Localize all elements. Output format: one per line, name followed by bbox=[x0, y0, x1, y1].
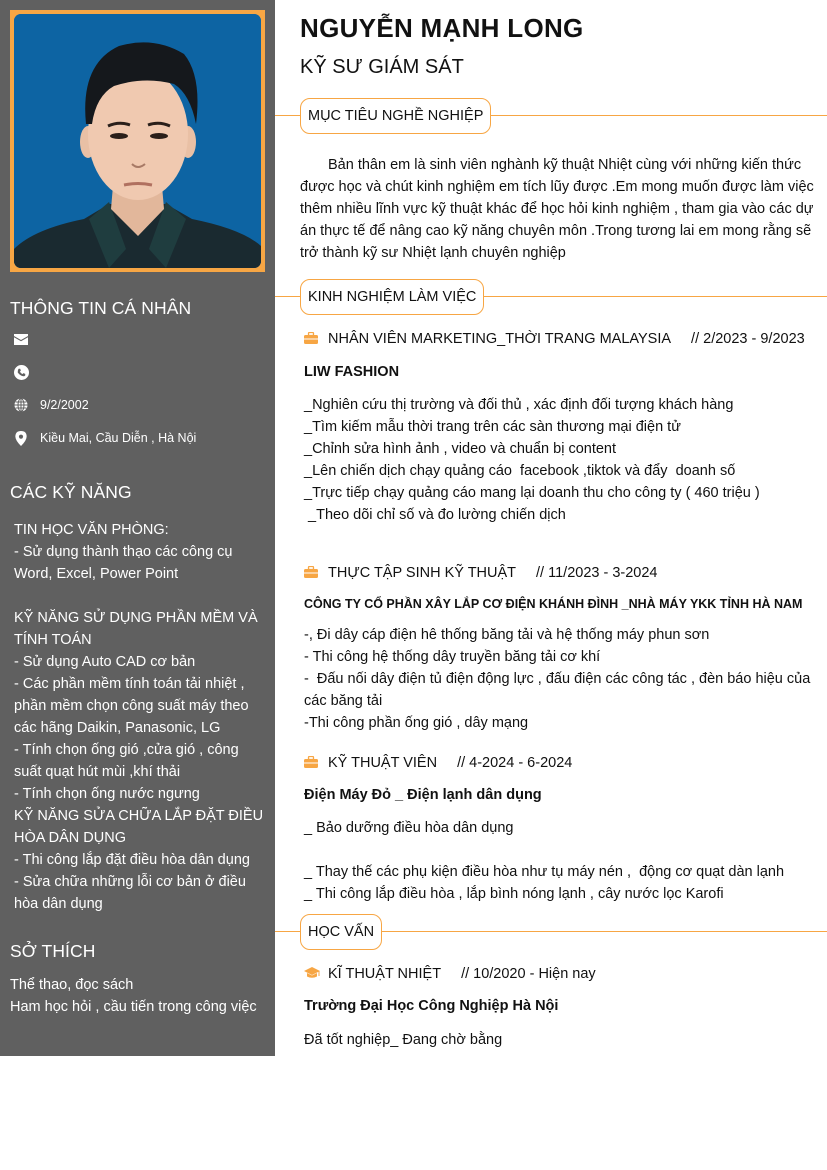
job-title: THỰC TẬP SINH KỸ THUẬT bbox=[328, 565, 517, 581]
map-pin-icon bbox=[12, 430, 30, 446]
hobbies-list bbox=[10, 975, 272, 1018]
contact-email bbox=[12, 331, 40, 347]
duty-line: -Thi công phần ống gió , dây mạng bbox=[304, 715, 529, 731]
duty-line: - Đấu nối dây điện tủ điện động lực , đấu điện các công tác , đèn báo hiệu của các băng tải bbox=[304, 671, 815, 709]
birthdate-value: 9/2/2002 bbox=[40, 398, 89, 412]
duty-line: -, Đi dây cáp điện hê thống băng tải và hệ thống máy phun sơn bbox=[304, 627, 710, 643]
briefcase-icon bbox=[304, 756, 320, 770]
job-duties bbox=[304, 394, 819, 526]
personal-info-heading: THÔNG TIN CÁ NHÂN bbox=[10, 298, 192, 318]
contact-address bbox=[12, 430, 196, 446]
duty-line: _Theo dõi chỉ số và đo lường chiến dịch bbox=[304, 507, 566, 523]
skill-line: - Sử dụng Auto CAD cơ bản bbox=[14, 654, 196, 670]
envelope-icon bbox=[12, 331, 30, 347]
skill-line: KỸ NĂNG SỬ DỤNG PHẦN MỀM VÀ TÍNH TOÁN bbox=[14, 610, 258, 648]
duty-line: _ Bảo dưỡng điều hòa dân dụng bbox=[304, 820, 514, 836]
skills-list bbox=[14, 519, 269, 915]
profile-photo bbox=[14, 14, 261, 268]
duty-line: _ Thi công lắp điều hòa , lắp bình nóng lạnh , cây nước lọc Karofi bbox=[304, 886, 724, 902]
skill-line: TIN HỌC VĂN PHÒNG: bbox=[14, 522, 169, 538]
duty-line: _Chỉnh sửa hình ảnh , video và chuẩn bị content bbox=[304, 441, 617, 457]
education-heading: HỌC VẤN bbox=[300, 914, 382, 950]
skill-line: - Tính chọn ống nước ngưng bbox=[14, 786, 200, 802]
contact-birthdate bbox=[12, 397, 89, 413]
hobby-line: Ham học hỏi , cầu tiến trong công việc bbox=[10, 998, 257, 1015]
skill-line: KỸ NĂNG SỬA CHỮA LẮP ĐẶT ĐIỀU HÒA DÂN DỤNG bbox=[14, 808, 264, 846]
main-content bbox=[275, 0, 827, 1170]
hobbies-heading: SỞ THÍCH bbox=[10, 941, 96, 961]
duty-line: _Tìm kiếm mẫu thời trang trên các sàn thương mại điện tử bbox=[304, 419, 681, 435]
job-header bbox=[304, 755, 572, 771]
job-duties bbox=[304, 624, 819, 734]
duty-line: _ Thay thế các phụ kiện điều hòa như tụ máy nén , động cơ quạt dàn lạnh bbox=[304, 864, 785, 880]
job-header bbox=[304, 565, 658, 581]
skills-heading: CÁC KỸ NĂNG bbox=[10, 482, 132, 502]
skill-line: - Sử dụng thành thạo các công cụ Word, Excel, Power Point bbox=[14, 544, 233, 582]
job-company: Điện Máy Đỏ _ Điện lạnh dân dụng bbox=[304, 787, 542, 803]
education-notes bbox=[304, 1029, 819, 1051]
job-duties bbox=[304, 817, 819, 905]
globe-icon bbox=[12, 397, 30, 413]
education-note: Đã tốt nghiệp_ Đang chờ bằng bbox=[304, 1032, 503, 1048]
skill-line: - Tính chọn ống gió ,cửa gió , công suất quạt hút mùi ,khí thải bbox=[14, 742, 239, 780]
graduation-cap-icon bbox=[304, 967, 320, 981]
candidate-name: NGUYỄN MẠNH LONG bbox=[300, 13, 584, 43]
job-company: CÔNG TY CỔ PHẦN XÂY LẮP CƠ ĐIỆN KHÁNH ĐÌNH _NHÀ MÁY YKK TỈNH HÀ NAM bbox=[304, 597, 803, 611]
experience-heading: KINH NGHIỆM LÀM VIỆC bbox=[300, 279, 484, 315]
skill-line: - Thi công lắp đặt điều hòa dân dụng bbox=[14, 852, 250, 868]
profile-photo-frame bbox=[10, 10, 265, 272]
person-portrait-icon bbox=[14, 14, 261, 268]
briefcase-icon bbox=[304, 332, 320, 346]
education-major: KĨ THUẬT NHIỆT bbox=[328, 966, 442, 982]
duty-line: - Thi công hệ thống dây truyền băng tải cơ khí bbox=[304, 649, 601, 665]
job-title: NHÂN VIÊN MARKETING_THỜI TRANG MALAYSIA bbox=[328, 331, 672, 347]
education-date: // 10/2020 - Hiện nay bbox=[461, 966, 596, 982]
job-company: LIW FASHION bbox=[304, 364, 400, 380]
phone-icon bbox=[12, 364, 30, 380]
skill-line: - Các phần mềm tính toán tải nhiệt , phần mềm chọn công suất máy theo các hãng Daikin, Panasonic, LG bbox=[14, 676, 249, 736]
sidebar bbox=[0, 0, 275, 1056]
job-date: // 4-2024 - 6-2024 bbox=[457, 755, 573, 771]
job-title: KỸ THUẬT VIÊN bbox=[328, 755, 438, 771]
objective-text bbox=[300, 154, 815, 264]
job-date: // 11/2023 - 3-2024 bbox=[536, 565, 658, 581]
contact-phone bbox=[12, 364, 40, 380]
hobby-line: Thể thao, đọc sách bbox=[10, 977, 134, 993]
candidate-job-title: KỸ SƯ GIÁM SÁT bbox=[300, 56, 464, 78]
duty-line: _Lên chiến dịch chạy quảng cáo facebook ,tiktok và đẩy doanh số bbox=[304, 463, 736, 479]
duty-line: _Trực tiếp chạy quảng cáo mang lại doanh thu cho công ty ( 460 triệu ) bbox=[304, 485, 760, 501]
skill-line: - Sửa chữa những lỗi cơ bản ở điều hòa dân dụng bbox=[14, 874, 246, 912]
job-date: // 2/2023 - 9/2023 bbox=[691, 331, 805, 347]
address-value: Kiều Mai, Cầu Diễn , Hà Nội bbox=[40, 431, 197, 445]
objective-body: Bản thân em là sinh viên nghành kỹ thuật Nhiệt cùng với những kiến thức được học và chút kinh nghiệm em tích lũy được .Em mong muốn được làm việc thêm nhiều lĩnh vực kỹ thuật khác để học hỏi kinh nghiệm , tham gia vào các dự án thực tế để nâng cao kỹ năng chuyên môn .Trong tương lai em mong rằng sẽ trở thành kỹ sư Nhiệt lạnh chuyên nghiệp bbox=[300, 157, 814, 261]
briefcase-icon bbox=[304, 566, 320, 580]
education-header bbox=[304, 966, 596, 982]
education-school: Trường Đại Học Công Nghiệp Hà Nội bbox=[304, 998, 559, 1014]
job-header bbox=[304, 331, 805, 347]
objective-heading: MỤC TIÊU NGHỀ NGHIỆP bbox=[300, 98, 491, 134]
duty-line bbox=[304, 839, 819, 861]
duty-line: _Nghiên cứu thị trường và đối thủ , xác định đối tượng khách hàng bbox=[304, 397, 734, 413]
